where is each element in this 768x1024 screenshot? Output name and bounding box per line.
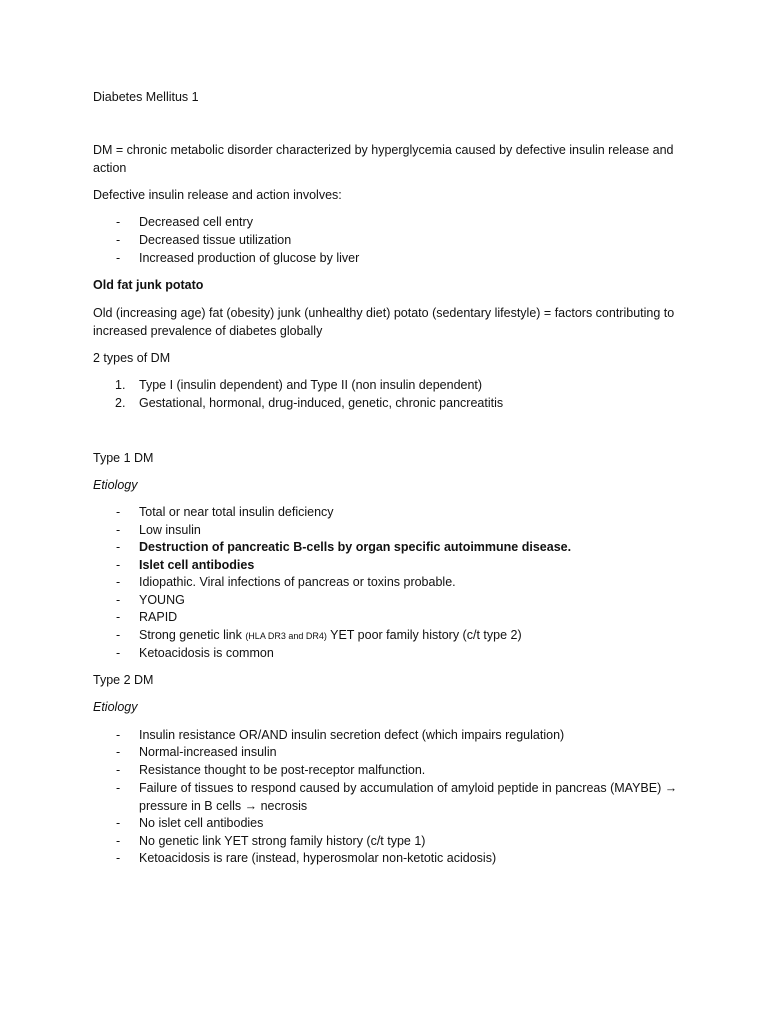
- bullet-dash: -: [116, 593, 121, 607]
- mnemonic-heading: Old fat junk potato: [93, 278, 204, 292]
- bullet-dash: -: [116, 763, 121, 777]
- type2-subheading: Etiology: [93, 700, 138, 714]
- bullet-dash: -: [116, 540, 121, 554]
- types-heading: 2 types of DM: [93, 351, 171, 365]
- list-item: YOUNG: [139, 593, 185, 607]
- bullet-dash: -: [116, 728, 121, 742]
- bullet-dash: -: [116, 251, 121, 265]
- defective-heading: Defective insulin release and action involves:: [93, 188, 342, 202]
- bullet-dash: -: [116, 505, 121, 519]
- bullet-dash: -: [116, 575, 121, 589]
- list-item: Insulin resistance OR/AND insulin secretion defect (which impairs regulation): [139, 728, 565, 742]
- list-item: Decreased cell entry: [139, 215, 253, 229]
- list-item: Type I (insulin dependent) and Type II (non insulin dependent): [139, 378, 483, 392]
- bullet-dash: -: [116, 558, 121, 572]
- list-item: Low insulin: [139, 523, 201, 537]
- bullet-dash: -: [116, 233, 121, 247]
- mnemonic-text: Old (increasing age) fat (obesity) junk (unhealthy diet) potato (sedentary lifestyle) = factors contributing to increased prevalence of diabetes globally: [93, 306, 675, 338]
- type1-heading: Type 1 DM: [93, 451, 154, 465]
- list-item: Islet cell antibodies: [139, 558, 255, 572]
- list-item: Destruction of pancreatic B-cells by organ specific autoimmune disease.: [139, 540, 572, 554]
- bullet-dash: -: [116, 215, 121, 229]
- list-item: Ketoacidosis is rare (instead, hyperosmolar non-ketotic acidosis): [139, 851, 497, 865]
- genetic-suffix: YET poor family history (c/t type 2): [326, 628, 522, 642]
- list-item: Ketoacidosis is common: [139, 646, 274, 660]
- list-item-genetic: [139, 626, 522, 645]
- bullet-dash: -: [116, 628, 121, 642]
- document-title: Diabetes Mellitus 1: [93, 90, 199, 104]
- list-item: Decreased tissue utilization: [139, 233, 292, 247]
- type2-heading: Type 2 DM: [93, 673, 154, 687]
- bullet-dash: -: [116, 646, 121, 660]
- bullet-dash: -: [116, 781, 121, 795]
- list-item: Increased production of glucose by liver: [139, 251, 360, 265]
- list-item: Resistance thought to be post-receptor malfunction.: [139, 763, 426, 777]
- list-item: RAPID: [139, 610, 178, 624]
- genetic-prefix: Strong genetic link: [139, 628, 246, 642]
- list-item: No genetic link YET strong family history (c/t type 1): [139, 834, 426, 848]
- bullet-dash: -: [116, 523, 121, 537]
- dm-definition: DM = chronic metabolic disorder characterized by hyperglycemia caused by defective insulin release and action: [93, 143, 674, 175]
- list-item: Failure of tissues to respond caused by accumulation of amyloid peptide in pancreas (MAYBE) → pressure in B cells → necrosis: [139, 781, 678, 813]
- bullet-dash: -: [116, 745, 121, 759]
- list-number: 2.: [115, 396, 126, 410]
- list-number: 1.: [115, 378, 126, 392]
- list-item: No islet cell antibodies: [139, 816, 264, 830]
- genetic-hla: (HLA DR3 and DR4): [245, 631, 327, 641]
- bullet-dash: -: [116, 610, 121, 624]
- list-item: Normal-increased insulin: [139, 745, 277, 759]
- type1-subheading: Etiology: [93, 478, 138, 492]
- list-item: Idiopathic. Viral infections of pancreas or toxins probable.: [139, 575, 456, 589]
- list-item: Gestational, hormonal, drug-induced, genetic, chronic pancreatitis: [139, 396, 504, 410]
- bullet-dash: -: [116, 834, 121, 848]
- bullet-dash: -: [116, 851, 121, 865]
- list-item: Total or near total insulin deficiency: [139, 505, 334, 519]
- bullet-dash: -: [116, 816, 121, 830]
